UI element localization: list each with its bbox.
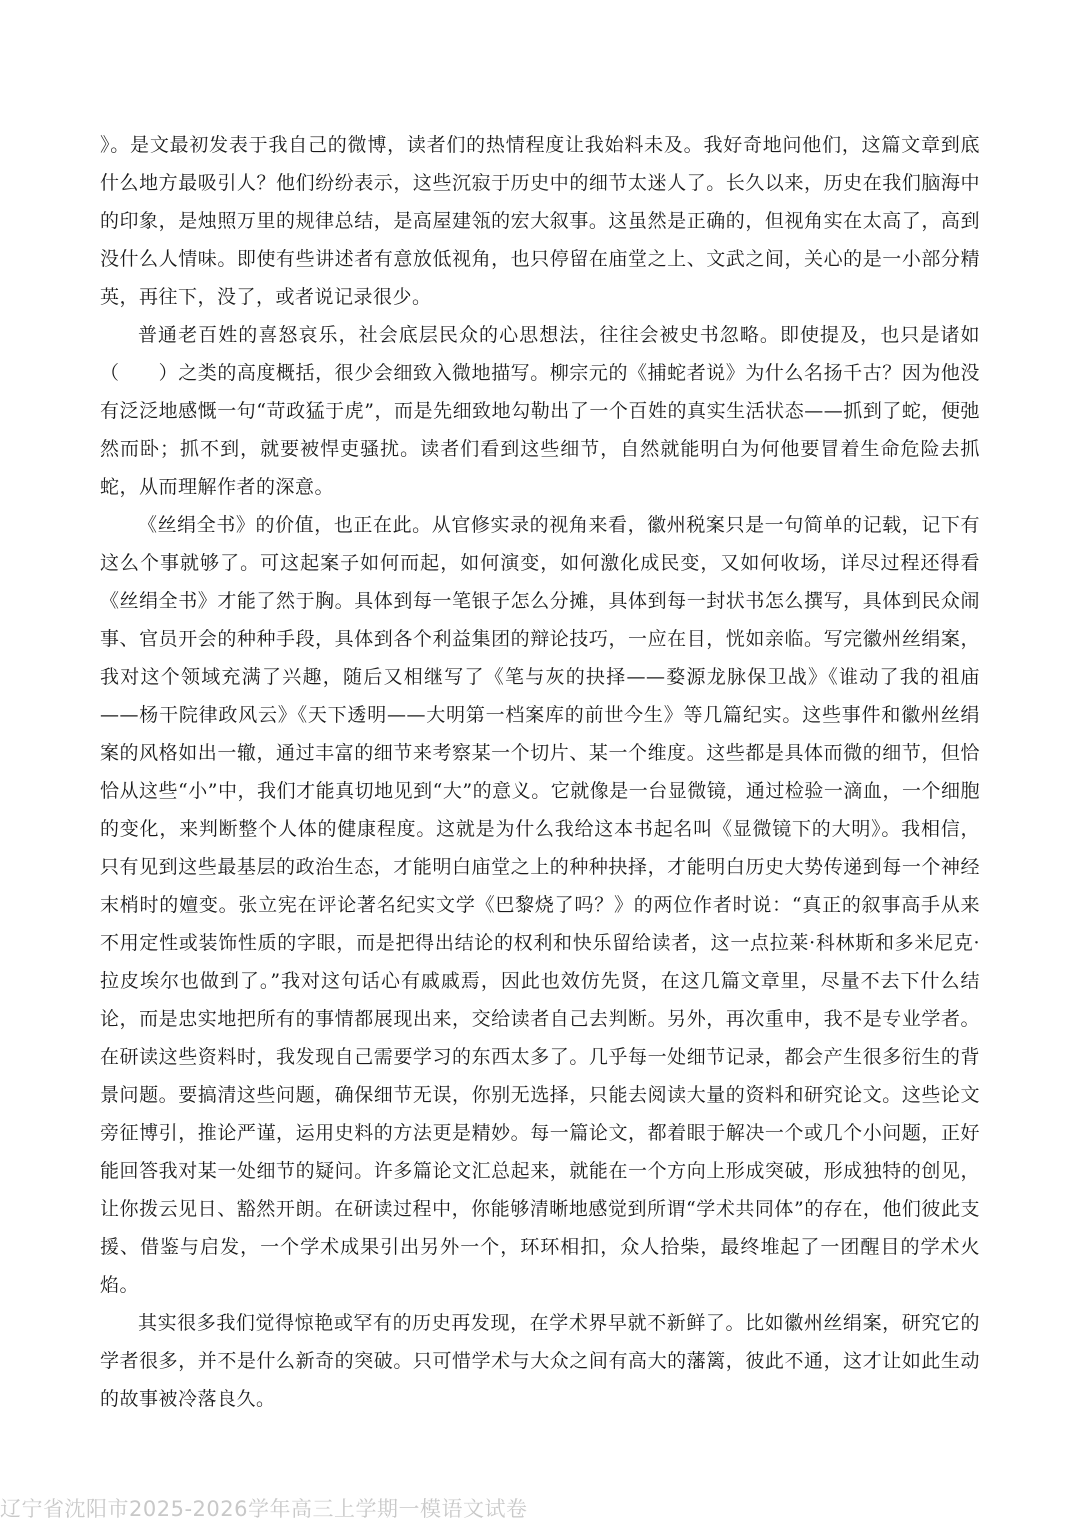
document-body: [100, 126, 980, 1418]
paragraph-4: 其实很多我们觉得惊艳或罕有的历史再发现，在学术界早就不新鲜了。比如徽州丝绢案，研究它的学者很多，并不是什么新奇的突破。只可惜学术与大众之间有高大的藩篱，彼此不通，这才让如此生动的故事被冷落良久。: [100, 1312, 980, 1410]
footer-watermark: 辽宁省沈阳市2025-2026学年高三上学期一模语文试卷: [0, 1497, 528, 1521]
paragraph-3: 《丝绢全书》的价值，也正在此。从官修实录的视角来看，徽州税案只是一句简单的记载，记下有这么个事就够了。可这起案子如何而起，如何演变，如何激化成民变，又如何收场，详尽过程还得看《丝绢全书》才能了然于胸。具体到每一笔银子怎么分摊，具体到每一封状书怎么撰写，具体到民众闹事、官员开会的种种手段，具体到各个利益集团的辩论技巧，一应在目，恍如亲临。写完徽州丝绢案，我对这个领域充满了兴趣，随后又相继写了《笔与灰的抉择——婺源龙脉保卫战》《谁动了我的祖庙——杨干院律政风云》《天下透明——大明第一档案库的前世今生》等几篇纪实。这些事件和徽州丝绢案的风格如出一辙，通过丰富的细节来考察某一个切片、某一个维度。这些都是具体而微的细节，但恰恰从这些“小”中，我们才能真切地见到“大”的意义。它就像是一台显微镜，通过检验一滴血，一个细胞的变化，来判断整个人体的健康程度。这就是为什么我给这本书起名叫《显微镜下的大明》。我相信，只有见到这些最基层的政治生态，才能明白庙堂之上的种种抉择，才能明白历史大势传递到每一个神经末梢时的嬗变。张立宪在评论著名纪实文学《巴黎烧了吗？》的两位作者时说：“真正的叙事高手从来不用定性或装饰性质的字眼，而是把得出结论的权利和快乐留给读者，这一点拉莱·科林斯和多米尼克·拉皮埃尔也做到了。”我对这句话心有戚戚焉，因此也效仿先贤，在这几篇文章里，尽量不去下什么结论，而是忠实地把所有的事情都展现出来，交给读者自己去判断。另外，再次重申，我不是专业学者。在研读这些资料时，我发现自己需要学习的东西太多了。几乎每一处细节记录，都会产生很多衍生的背景问题。要搞清这些问题，确保细节无误，你别无选择，只能去阅读大量的资料和研究论文。这些论文旁征博引，推论严谨，运用史料的方法更是精妙。每一篇论文，都着眼于解决一个或几个小问题，正好能回答我对某一处细节的疑问。许多篇论文汇总起来，就能在一个方向上形成突破，形成独特的创见，让你拨云见日、豁然开朗。在研读过程中，你能够清晰地感觉到所谓“学术共同体”的存在，他们彼此支援、借鉴与启发，一个学术成果引出另外一个，环环相扣，众人拾柴，最终堆起了一团醒目的学术火焰。: [100, 514, 980, 1296]
paragraph-2: 普通老百姓的喜怒哀乐，社会底层民众的心思想法，往往会被史书忽略。即使提及，也只是诸如（ ）之类的高度概括，很少会细致入微地描写。柳宗元的《捕蛇者说》为什么名扬千古？因为他没有泛泛地感慨一句“苛政猛于虎”，而是先细致地勾勒出了一个百姓的真实生活状态——抓到了蛇，便弛然而卧；抓不到，就要被悍吏骚扰。读者们看到这些细节，自然就能明白为何他要冒着生命危险去抓蛇，从而理解作者的深意。: [100, 324, 980, 498]
paragraph-1: 》。是文最初发表于我自己的微博，读者们的热情程度让我始料未及。我好奇地问他们，这篇文章到底什么地方最吸引人？他们纷纷表示，这些沉寂于历史中的细节太迷人了。长久以来，历史在我们脑海中的印象，是烛照万里的规律总结，是高屋建瓴的宏大叙事。这虽然是正确的，但视角实在太高了，高到没什么人情味。即使有些讲述者有意放低视角，也只停留在庙堂之上、文武之间，关心的是一小部分精英，再往下，没了，或者说记录很少。: [100, 134, 980, 308]
